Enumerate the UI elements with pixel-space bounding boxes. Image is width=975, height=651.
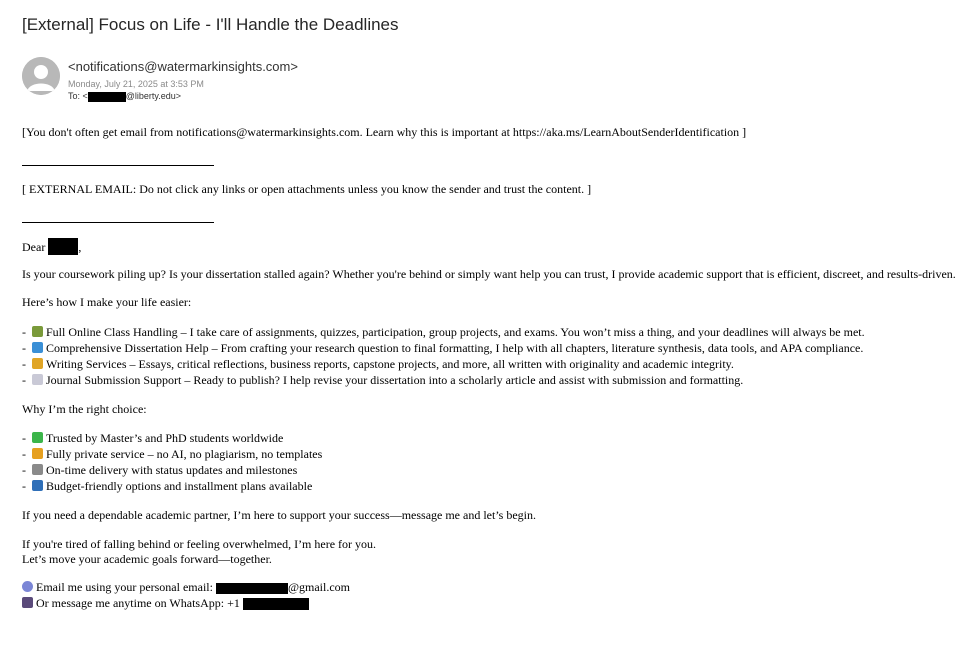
list-dash: - [22,357,29,371]
why-heading: Why I’m the right choice: [22,402,147,416]
person-icon [22,57,60,95]
lock-icon [32,448,43,459]
list-item-text: Budget-friendly options and installment plans available [46,479,313,493]
list-dash: - [22,431,29,445]
list-item [22,478,312,494]
list-item-text: On-time delivery with status updates and milestones [46,463,298,477]
list-item [22,446,322,462]
sender-address[interactable]: <notifications@watermarkinsights.com> [68,59,298,74]
check-mark-icon [32,432,43,443]
list-item-text: Writing Services – Essays, critical reflections, business reports, capstone projects, and more, all written with originality and academic integrity. [46,357,734,371]
closing-line-1: If you're tired of falling behind or feeling overwhelmed, I’m here for you. [22,537,377,551]
redacted-phone [243,598,309,610]
redacted-recipient [88,92,126,102]
sender-avatar [22,57,60,95]
greeting-suffix: , [78,240,82,254]
list-item-text: Trusted by Master’s and PhD students worldwide [46,431,284,445]
list-dash: - [22,373,29,387]
list-item-text: Journal Submission Support – Ready to publish? I help revise your dissertation into a scholarly article and assist with submission and formatting. [46,373,744,387]
greeting-prefix: Dear [22,240,49,254]
greeting [22,238,81,255]
list-dash: - [22,325,29,339]
external-warning: [ EXTERNAL EMAIL: Do not click any links or open attachments unless you know the sender and trust the content. ] [22,182,592,196]
list-item-text: Full Online Class Handling – I take care of assignments, quizzes, participation, group projects, and exams. You won’t miss a thing, and your deadlines will always be met. [46,325,865,339]
redacted-name [48,238,78,255]
whatsapp-prefix: Or message me anytime on WhatsApp: +1 [36,596,243,610]
how-heading: Here’s how I make your life easier: [22,295,192,309]
partner-line: If you need a dependable academic partner, I’m here to support your success—message me and let’s begin. [22,508,536,522]
list-item [22,372,743,388]
list-dash: - [22,463,29,477]
sent-date: Monday, July 21, 2025 at 3:53 PM [68,79,204,89]
email-subject: [External] Focus on Life - I'll Handle the Deadlines [22,15,399,34]
sender-notice: [You don't often get email from notifications@watermarkinsights.com. Learn why this is important at https://aka.ms/LearnAboutSenderIdentification ] [22,125,747,139]
recipient-line[interactable] [68,91,181,102]
email-domain: @gmail.com [287,580,351,594]
list-dash: - [22,341,29,355]
closing-line-2: Let’s move your academic goals forward—together. [22,552,272,566]
list-item [22,324,865,340]
email-prefix: Email me using your personal email: [36,580,216,594]
list-item [22,356,734,372]
books-icon [32,326,43,337]
divider [22,222,214,223]
intro-paragraph: Is your coursework piling up? Is your dissertation stalled again? Whether you're behind or simply want help you can trust, I provide academic support that is efficient, discreet, and results-driven. [22,267,956,281]
stopwatch-icon [32,464,43,475]
contact-email [22,579,350,595]
to-label: To: < [68,91,88,101]
recipient-domain: @liberty.edu> [125,91,182,101]
email-icon [22,581,33,592]
list-item-text: Comprehensive Dissertation Help – From crafting your research question to final formatting, I help with all chapters, literature synthesis, data tools, and APA compliance. [46,341,864,355]
list-item-text: Fully private service – no AI, no plagiarism, no templates [46,447,323,461]
divider [22,165,214,166]
blue-book-icon [32,342,43,353]
list-item [22,462,297,478]
redacted-email [216,583,288,594]
list-dash: - [22,479,29,493]
credit-card-icon [32,480,43,491]
contact-whatsapp [22,595,309,611]
list-dash: - [22,447,29,461]
page-icon [32,374,43,385]
list-item [22,340,863,356]
writing-hand-icon [32,358,43,369]
list-item [22,430,283,446]
phone-icon [22,597,33,608]
